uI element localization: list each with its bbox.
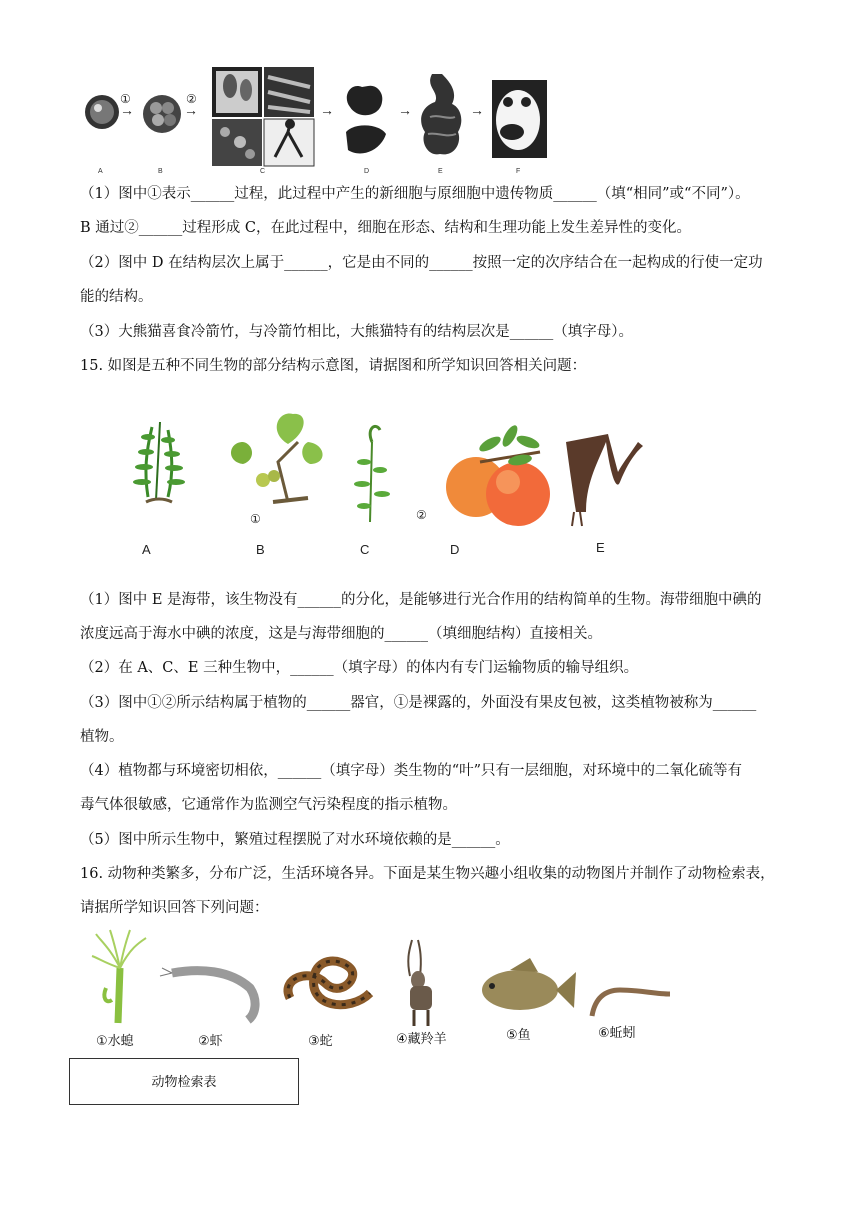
plant-label-c: C — [360, 542, 370, 557]
animal-label-antelope: ④藏羚羊 — [396, 1031, 447, 1046]
stage-f-panda — [492, 80, 547, 158]
marker-2: ② — [416, 508, 427, 522]
q15-part1-line1: （1）图中 E 是海带，该生物没有______的分化，是能够进行光合作用的结构简单的生物。海带细胞中碘的 — [80, 592, 762, 608]
plants-diagram — [128, 402, 658, 562]
label-a: A — [98, 168, 103, 175]
peach-icon — [446, 423, 550, 526]
animal-label-shrimp: ②虾 — [198, 1033, 223, 1048]
hydra-icon — [92, 930, 146, 1023]
animal-label-fish: ⑤鱼 — [506, 1027, 531, 1042]
q15-part5: （5）图中所示生物中，繁殖过程摆脱了对水环境依赖的是______。 — [80, 832, 510, 848]
animal-key-table — [69, 1058, 299, 1105]
ginkgo-icon — [231, 414, 323, 502]
label-e: E — [438, 168, 443, 175]
q15-part3-line2: 植物。 — [80, 729, 124, 745]
q16-title-line2: 请据所学知识回答下列问题： — [80, 900, 269, 916]
q14-part2-line1: （2）图中 D 在结构层次上属于______，它是由不同的______按照一定的次序结合在一起构成的行使一定功 — [80, 255, 763, 271]
antelope-icon — [408, 940, 432, 1026]
plant-label-b: B — [256, 542, 265, 557]
q16-title-line1: 16. 动物种类繁多，分布广泛，生活环境各异。下面是某生物兴趣小组收集的动物图片并制作了动物检索表， — [80, 866, 775, 882]
stage-a-cell — [85, 95, 119, 129]
snake-icon — [288, 961, 370, 1005]
label-b: B — [158, 168, 163, 175]
q15-part3-line1: （3）图中①②所示结构属于植物的______器官，①是裸露的，外面没有果皮包被，这类植物被称为______ — [80, 695, 757, 711]
q14-part1-line1: （1）图中①表示______过程，此过程中产生的新细胞与原细胞中遗传物质______（填“相同”或“不同”）。 — [80, 186, 750, 202]
plant-label-d: D — [450, 542, 460, 557]
animal-label-snake: ③蛇 — [308, 1033, 333, 1048]
shrimp-icon — [160, 968, 255, 1020]
q14-part1-line2: B 通过②______过程形成 C，在此过程中，细胞在形态、结构和生理功能上发生差异性的变化。 — [80, 220, 691, 236]
earthworm-icon — [592, 990, 670, 1016]
plants-figure — [128, 402, 658, 562]
kelp-icon — [566, 434, 643, 526]
q15-part4-line1: （4）植物都与环境密切相依，______（填字母）类生物的“叶”只有一层细胞，对环境中的二氧化硫等有 — [80, 763, 743, 779]
stage-b-cluster — [143, 95, 181, 133]
q14-part3: （3）大熊猫喜食冷箭竹，与冷箭竹相比，大熊猫特有的结构层次是______（填字母）。 — [80, 324, 633, 340]
stage-d-organs — [346, 86, 386, 154]
label-c: C — [260, 168, 266, 175]
animals-diagram — [80, 928, 680, 1028]
animal-key-table-title: 动物检索表 — [151, 1074, 217, 1089]
step-1-marker: ① — [120, 92, 131, 106]
plant-label-e: E — [596, 540, 605, 555]
animals-figure — [80, 928, 680, 1048]
q15-part1-line2: 浓度远高于海水中碘的浓度，这是与海带细胞的______（填细胞结构）直接相关。 — [80, 626, 602, 642]
fish-icon — [482, 958, 576, 1010]
label-d: D — [364, 168, 370, 175]
marker-1: ① — [250, 512, 261, 526]
fern-icon — [133, 422, 185, 502]
step-2-marker: ② — [186, 92, 197, 106]
q15-title: 15. 如图是五种不同生物的部分结构示意图，请据图和所学知识回答相关问题： — [80, 358, 587, 374]
stage-e-system — [421, 74, 461, 154]
q14-part2-line2: 能的结构。 — [80, 289, 153, 305]
seedling-icon — [354, 426, 390, 522]
animal-label-earthworm: ⑥蚯蚓 — [598, 1025, 636, 1040]
stage-c-tissues — [212, 67, 314, 166]
plant-label-a: A — [142, 542, 151, 557]
development-figure: → ① → ② → → → A B C D E F — [80, 62, 550, 180]
development-diagram — [80, 62, 550, 180]
q15-part2: （2）在 A、C、E 三种生物中，______（填字母）的体内有专门运输物质的输导组织。 — [80, 660, 639, 676]
q15-part4-line2: 毒气体很敏感，它通常作为监测空气污染程度的指示植物。 — [80, 797, 457, 813]
animal-label-hydra: ①水螅 — [96, 1033, 134, 1048]
label-f: F — [516, 168, 521, 175]
